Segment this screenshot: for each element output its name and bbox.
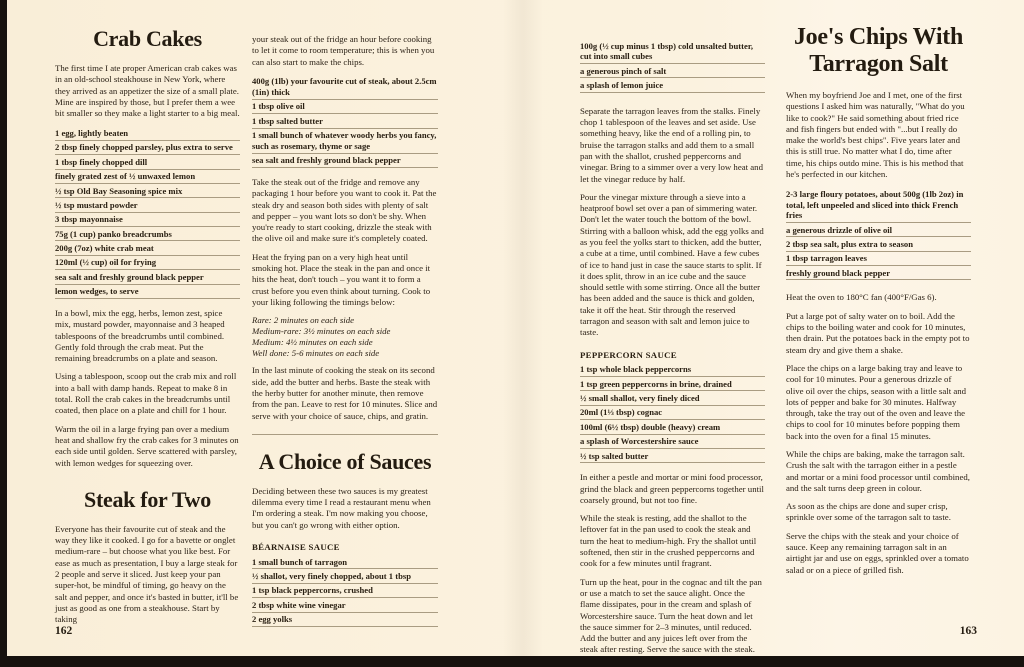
ingredient-row: 120ml (½ cup) oil for frying	[55, 256, 240, 270]
ingredient-row: sea salt and freshly ground black pepper	[55, 270, 240, 284]
timing-line: Well done: 5-6 minutes on each side	[252, 347, 380, 358]
ingredient-row: sea salt and freshly ground black pepper	[252, 154, 438, 168]
joes-chips-ingredient-list	[786, 187, 971, 280]
method-paragraph: In a bowl, mix the egg, herbs, lemon zest, spice mix, mustard powder, mayonnaise and 3 heaped tablespoons of the breadcrumbs until combined. Gently fold through the crab meat. Put the remaining breadcrumbs on a plate and season.	[55, 307, 225, 364]
ingredient-row: 1 tsp whole black peppercorns	[580, 363, 765, 377]
timing-line: Rare: 2 minutes on each side	[252, 315, 355, 326]
ingredient-row: 1 tbsp finely chopped dill	[55, 155, 240, 169]
ingredient-row: 2 tbsp finely chopped parsley, plus extra to serve	[55, 141, 240, 155]
ingredient-row: 400g (1lb) your favourite cut of steak, about 2.5cm (1in) thick	[252, 75, 438, 100]
method-paragraph: Warm the oil in a large frying pan over a medium heat and shallow fry the crab cakes for 3 minutes on each side until golden. Serve scattered with parsley, with lemon wedges for squeezing over.	[55, 423, 239, 468]
ingredient-row: ½ tsp Old Bay Seasoning spice mix	[55, 184, 240, 198]
method-paragraph: Using a tablespoon, scoop out the crab mix and roll into a ball with damp hands. Repeat to make 8 in total. Roll the crab cakes in the breadcrumbs until coated, then place on a plate and chill for 1 hour.	[55, 371, 237, 416]
ingredient-row: 2-3 large floury potatoes, about 500g (1lb 2oz) in total, left unpeeled and sliced into thick French fries	[786, 187, 971, 223]
steak-method	[252, 177, 438, 308]
ingredient-row: lemon wedges, to serve	[55, 285, 240, 299]
ingredient-row: ½ tsp salted butter	[580, 449, 765, 463]
ingredient-row: 1 tsp green peppercorns in brine, drained	[580, 377, 765, 391]
column-sauces-continued	[580, 0, 765, 656]
method-paragraph: Turn up the heat, pour in the cognac and tilt the pan or use a match to set the sauce alight. Once the flame dissipates, pour in the cream and splash of Worcestershire sauce. Turn the heat down and let the sauce simmer for 2–3 minutes, until reduced. Add the butter and any juices left over from the steak after resting. Serve the sauce with the steak.	[580, 576, 762, 655]
ingredient-row: 1 egg, lightly beaten	[55, 126, 240, 140]
joes-chips-title-line2: Tarragon Salt	[809, 51, 948, 77]
column-crab-cakes	[55, 0, 240, 633]
method-paragraph: As soon as the chips are done and super crisp, sprinkle over some of the tarragon salt to taste.	[786, 501, 951, 523]
steak-timings	[252, 315, 438, 358]
column-steak-continued	[252, 0, 438, 627]
method-paragraph: Put a large pot of salty water on to boil. Add the chips to the boiling water and cook for 10 minutes, then drain. Put the potatoes back in the empty pot to steam dry and give them a shake.	[786, 310, 970, 355]
crab-cakes-intro: The first time I ate proper American crab cakes was in an old-school steakhouse in New York, where they arrived as an appetizer the size of a small plate. Mine are inspired by those, but I prefer them a wee bit smaller so they make a light starter to a big meal.	[55, 63, 240, 119]
steak-for-two-intro: Everyone has their favourite cut of steak and the way they like it cooked. I go for a bavette or onglet medium-rare – but choose what you like best. For ease as much as presentation, I buy a large steak for 2 people and serve it sliced. Just keep your pan super-hot, be mindful of timing, go heavy on the salt and pepper, and once it's basted in butter, it'll be just as good as one from a steakhouse. Start by taking	[55, 523, 239, 625]
method-paragraph: Pour the vinegar mixture through a sieve into a heatproof bowl set over a pan of simmering water. Don't let the water touch the bottom of the bowl. Stirring with a balloon whisk, add the egg yolks and as you feel the yolks start to thicken, add the butter, a cube at a time, until combined. Have a few cubes of ice to hand just in case the sauce starts to split. If it does split, throw in an ice cube and the sauce should settle with some stirring. Once all the butter has been added and the sauce is thick and golden, take it off the heat. Stir through the reserved tarragon and season with salt and lemon juice to taste.	[580, 191, 764, 338]
peppercorn-method	[580, 472, 765, 655]
choice-of-sauces-title: A Choice of Sauces	[258, 448, 432, 474]
method-paragraph: Separate the tarragon leaves from the stalks. Finely chop 1 tablespoon of the leaves and set aside. Use something heavy, like the end of a rolling pin, to bruise the tarragon stalks and add them to a small pan with the shallot, crushed peppercorns and vinegar. Bring to a simmer over a very low heat and let the vinegar reduce by half.	[580, 105, 763, 184]
method-paragraph: Heat the frying pan on a very high heat until smoking hot. Place the steak in the pan and once it hits the heat, don't touch – you want it to form a crust before you even think about turning. Cook to your liking following the timings below:	[252, 251, 431, 307]
joes-chips-title	[786, 24, 971, 78]
crab-cakes-ingredient-list	[55, 126, 240, 299]
bearnaise-method	[580, 106, 765, 339]
column-joes-chips	[786, 0, 971, 583]
section-divider	[252, 434, 438, 435]
bearnaise-heading: BÉARNAISE SAUCE	[252, 542, 340, 553]
bearnaise-ingredient-list-part2	[580, 39, 765, 93]
ingredient-row: 100g (½ cup minus 1 tbsp) cold unsalted butter, cut into small cubes	[580, 39, 765, 64]
ingredient-row: 1 small bunch of tarragon	[252, 555, 438, 569]
ingredient-row: 20ml (1⅓ tbsp) cognac	[580, 406, 765, 420]
sauces-intro: Deciding between these two sauces is my greatest dilemma every time I read a restaurant menu when I'm ordering a steak. I'm now making you choose, but you can't go wrong with either option.	[252, 485, 431, 530]
method-paragraph: Serve the chips with the steak and your choice of sauce. Keep any remaining tarragon salt in an airtight jar and use on eggs, sprinkled over a tomato salad or on a piece of grilled fish.	[786, 530, 969, 575]
ingredient-row: 1 tbsp salted butter	[252, 114, 438, 128]
ingredient-row: freshly ground black pepper	[786, 266, 971, 280]
ingredient-row: 75g (1 cup) panko breadcrumbs	[55, 227, 240, 241]
timing-line: Medium: 4½ minutes on each side	[252, 336, 373, 347]
ingredient-row: 2 tbsp white wine vinegar	[252, 598, 438, 612]
joes-chips-intro: When my boyfriend Joe and I met, one of the first questions I asked him was naturally, "What do you like to cook?" He said something about fried rice and fish fingers but ended with "...but I really do make the world's best chips". Five years later and this is still true. No matter what I do, time after time, his chips outdo mine. This is his method that he's perfected in our kitchen.	[786, 90, 965, 180]
ingredient-row: 2 tbsp sea salt, plus extra to season	[786, 237, 971, 251]
crab-cakes-title: Crab Cakes	[93, 26, 202, 51]
steak-for-two-title: Steak for Two	[84, 486, 211, 512]
ingredient-row: a generous drizzle of olive oil	[786, 223, 971, 237]
joes-chips-method	[786, 292, 971, 576]
ingredient-row: a splash of Worcestershire sauce	[580, 435, 765, 449]
ingredient-row: 1 tbsp tarragon leaves	[786, 252, 971, 266]
crab-cakes-method	[55, 308, 240, 469]
method-paragraph: Place the chips on a large baking tray and leave to cool for 10 minutes. Pour a generous drizzle of olive oil over the chips, season with a little salt and lots of pepper and bake for 30 minutes. Halfway through, take the tray out of the oven and leave the chips to cool for 10 minutes before popping them back into the oven for a final 15 minutes.	[786, 362, 967, 441]
ingredient-row: 1 small bunch of whatever woody herbs you fancy, such as rosemary, thyme or sage	[252, 129, 438, 154]
cookbook-spread	[7, 0, 1024, 656]
joes-chips-title-line1: Joe's Chips With	[793, 24, 964, 50]
bearnaise-ingredient-list-part1	[252, 555, 438, 627]
peppercorn-ingredient-list	[580, 363, 765, 464]
page-number-right: 163	[959, 625, 977, 637]
ingredient-row: 100ml (6½ tbsp) double (heavy) cream	[580, 420, 765, 434]
ingredient-row: 1 tbsp olive oil	[252, 100, 438, 114]
ingredient-row: finely grated zest of ½ unwaxed lemon	[55, 170, 240, 184]
method-paragraph: While the steak is resting, add the shallot to the leftover fat in the pan used to cook the steak and turn the heat to medium-high. Fry the shallot until softened, then stir in the crushed peppercorns and cook for a few minutes until fragrant.	[580, 513, 757, 569]
method-paragraph: In either a pestle and mortar or mini food processor, grind the black and green peppercorns together until coarsely ground, but not too fine.	[580, 472, 764, 505]
steak-ingredient-list	[252, 75, 438, 168]
timing-line: Medium-rare: 3½ minutes on each side	[252, 326, 391, 337]
ingredient-row: ½ small shallot, very finely diced	[580, 391, 765, 405]
ingredient-row: 200g (7oz) white crab meat	[55, 241, 240, 255]
ingredient-row: 3 tbsp mayonnaise	[55, 213, 240, 227]
ingredient-row: 1 tsp black peppercorns, crushed	[252, 584, 438, 598]
method-paragraph: Take the steak out of the fridge and remove any packaging 1 hour before you want to cook it. Pat the steak dry and season both sides with plenty of salt and pepper – you want lots so don't be shy. When you're ready to start cooking, drizzle the steak with the olive oil and make sure it's completely coated.	[252, 176, 437, 244]
ingredient-row: ½ shallot, very finely chopped, about 1 tbsp	[252, 569, 438, 583]
ingredient-row: ½ tsp mustard powder	[55, 198, 240, 212]
ingredient-row: 2 egg yolks	[252, 613, 438, 627]
page-number-left: 162	[55, 625, 73, 637]
ingredient-row: a generous pinch of salt	[580, 64, 765, 78]
steak-final-step: In the last minute of cooking the steak on its second side, add the butter and herbs. Baste the steak with the herby butter for another minute, then remove from the pan. Leave to rest for 10 minutes. Slice and serve with your choice of sauce, chips, and gratin.	[252, 365, 438, 421]
peppercorn-heading: PEPPERCORN SAUCE	[580, 349, 677, 360]
ingredient-row: a splash of lemon juice	[580, 78, 765, 92]
steak-intro-continued: your steak out of the fridge an hour before cooking to let it come to room temperature; this is when you can also start to make the chips.	[252, 34, 435, 67]
method-paragraph: While the chips are baking, make the tarragon salt. Crush the salt with the tarragon either in a pestle and mortar or a mini food processor until combined, and the salt turns deep green in colour.	[786, 449, 970, 493]
method-paragraph: Heat the oven to 180°C fan (400°F/Gas 6).	[786, 292, 937, 303]
